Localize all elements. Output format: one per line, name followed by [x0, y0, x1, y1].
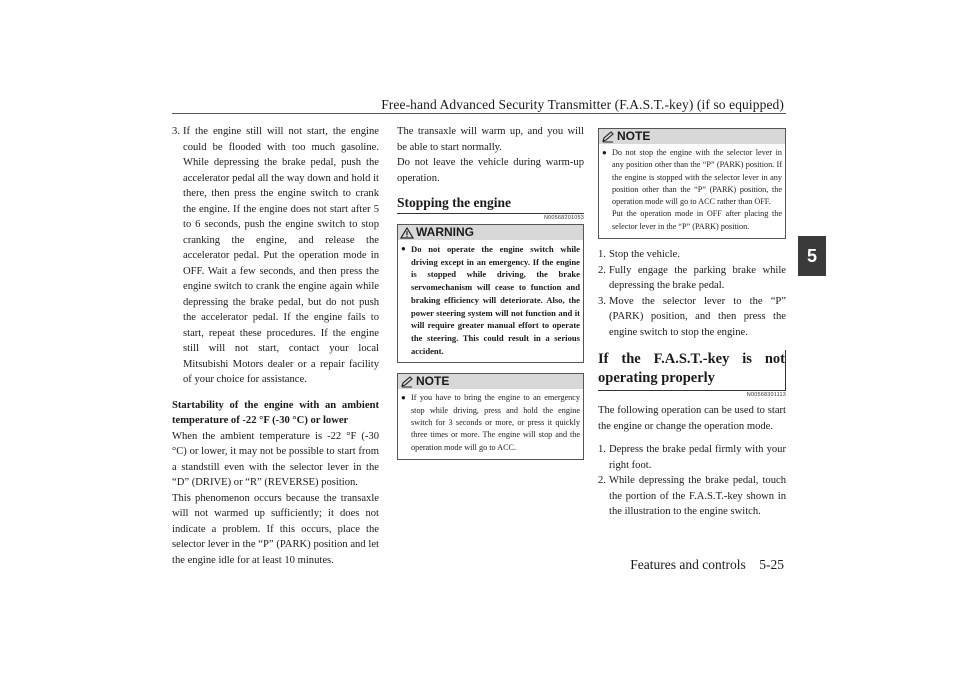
step-number: 1.: [598, 249, 606, 261]
fast-key-intro: The following operation can be used to start the engine or change the operation mode.: [598, 405, 786, 432]
step-text: Fully engage the parking brake while depressing the brake pedal.: [609, 264, 786, 292]
note-label: NOTE: [416, 374, 450, 389]
step-number: 2.: [598, 264, 606, 276]
warning-item: [401, 243, 580, 357]
warning-triangle-icon: [400, 227, 414, 239]
column-right: [598, 124, 786, 520]
startability-paragraph-2: This phenomenon occurs because the transaxle will not warmed up sufficiently; it does not indicate a problem. If this occurs, place the selector lever in the “P” (PARK) position and let the engine idle for at least 10 minutes.: [172, 492, 379, 566]
column-middle: [397, 124, 584, 460]
step-text: Stop the vehicle.: [609, 249, 680, 261]
note-box: [397, 373, 584, 459]
stopping-engine-heading: Stopping the engine: [397, 194, 584, 214]
note-text-1: Do not stop the engine with the selector lever in any position other than the “P” (PARK) position. If the engine is stopped with the selector lever in any position other than the “P” (PARK) position, the operation mode will go to ACC rather than OFF.: [612, 148, 782, 207]
note-pencil-icon: [601, 131, 615, 143]
section-code: N00568301113: [746, 392, 786, 399]
fast-step-2: [598, 473, 786, 520]
note-label: NOTE: [617, 128, 651, 143]
note-box-right: [598, 128, 786, 239]
warning-box: [397, 224, 584, 363]
column-left: [172, 124, 379, 568]
stop-step-1: [598, 247, 786, 263]
step-text: Depress the brake pedal firmly with your right foot.: [609, 444, 786, 471]
bullet-icon: ●: [602, 148, 607, 157]
note-item: [602, 147, 782, 233]
warmup-paragraph-2: Do not leave the vehicle during warm-up operation.: [397, 157, 584, 184]
stop-step-3: [598, 294, 786, 341]
header-rule: [172, 113, 786, 114]
step-text: If the engine still will not start, the engine could be flooded with too much gasoline. While depressing the brake pedal, push the accelerator pedal all the way down and hold it there, then press the engine switch to crank the engine. If the engine does not start after 5 to 6 seconds, push the engine switch to stop cranking the engine, and release the accelerator pedal. Put the operation mode in OFF. Wait a few seconds, and then press the engine switch to crank the engine again while depressing the brake pedal, but do not push the accelerator pedal. If the engine fails to start, repeat these procedures. If the engine still will not start, contact your local Mitsubishi Motors dealer or a repair facility of your choice for assistance.: [183, 126, 379, 385]
fast-step-1: [598, 442, 786, 473]
note-text-2: Put the operation mode in OFF after placing the selector lever in the “P” (PARK) position.: [612, 209, 782, 231]
step-number: 2.: [598, 475, 606, 487]
warning-text: Do not operate the engine switch while driving except in an emergency. If the engine is stopped while driving, the brake servomechanism will cease to function and braking efficiency will deteriorate. Also, the power steering system will not function and it will require greater manual effort to operate the steering. This could result in a serious accident.: [411, 244, 580, 356]
warmup-paragraph-1: The transaxle will warm up, and you will be able to start normally.: [397, 126, 584, 153]
bullet-icon: ●: [401, 244, 406, 253]
page-footer: Features and controls 5-25: [630, 557, 784, 572]
startability-paragraph-1: When the ambient temperature is -22 °F (-30 °C) or lower, it may not be possible to start from a standstill even with the selector lever in the “D” (DRIVE) or “R” (REVERSE) position.: [172, 430, 379, 488]
chapter-tab: 5: [798, 236, 826, 276]
warning-label: WARNING: [416, 224, 474, 239]
note-header: [599, 129, 785, 144]
step-3: [172, 124, 379, 388]
step-text: Move the selector lever to the “P” (PARK) position, and then press the engine switch to stop the engine.: [609, 295, 786, 338]
fast-key-heading: If the F.A.S.T.-key is not operating properly: [598, 350, 786, 391]
step-number: 3.: [598, 295, 606, 307]
note-header: [398, 374, 583, 389]
running-header: Free-hand Advanced Security Transmitter (F.A.S.T.-key) (if so equipped): [381, 97, 784, 112]
note-pencil-icon: [400, 376, 414, 388]
step-number: 3.: [172, 126, 180, 137]
step-number: 1.: [598, 444, 606, 456]
note-item: [401, 392, 580, 453]
step-text: While depressing the brake pedal, touch the portion of the F.A.S.T.-key shown in the illustration to the engine switch.: [609, 475, 786, 518]
warning-header: [398, 225, 583, 240]
startability-heading: Startability of the engine with an ambient temperature of -22 °F (-30 °C) or lower: [172, 399, 379, 426]
stop-step-2: [598, 263, 786, 294]
bullet-icon: ●: [401, 393, 406, 403]
note-text: If you have to bring the engine to an emergency stop while driving, press and hold the engine switch for 3 seconds or more, or press it quickly three times or more. The engine will stop and the operation mode will go to ACC.: [411, 393, 580, 452]
section-code: N00568201053: [543, 215, 584, 221]
